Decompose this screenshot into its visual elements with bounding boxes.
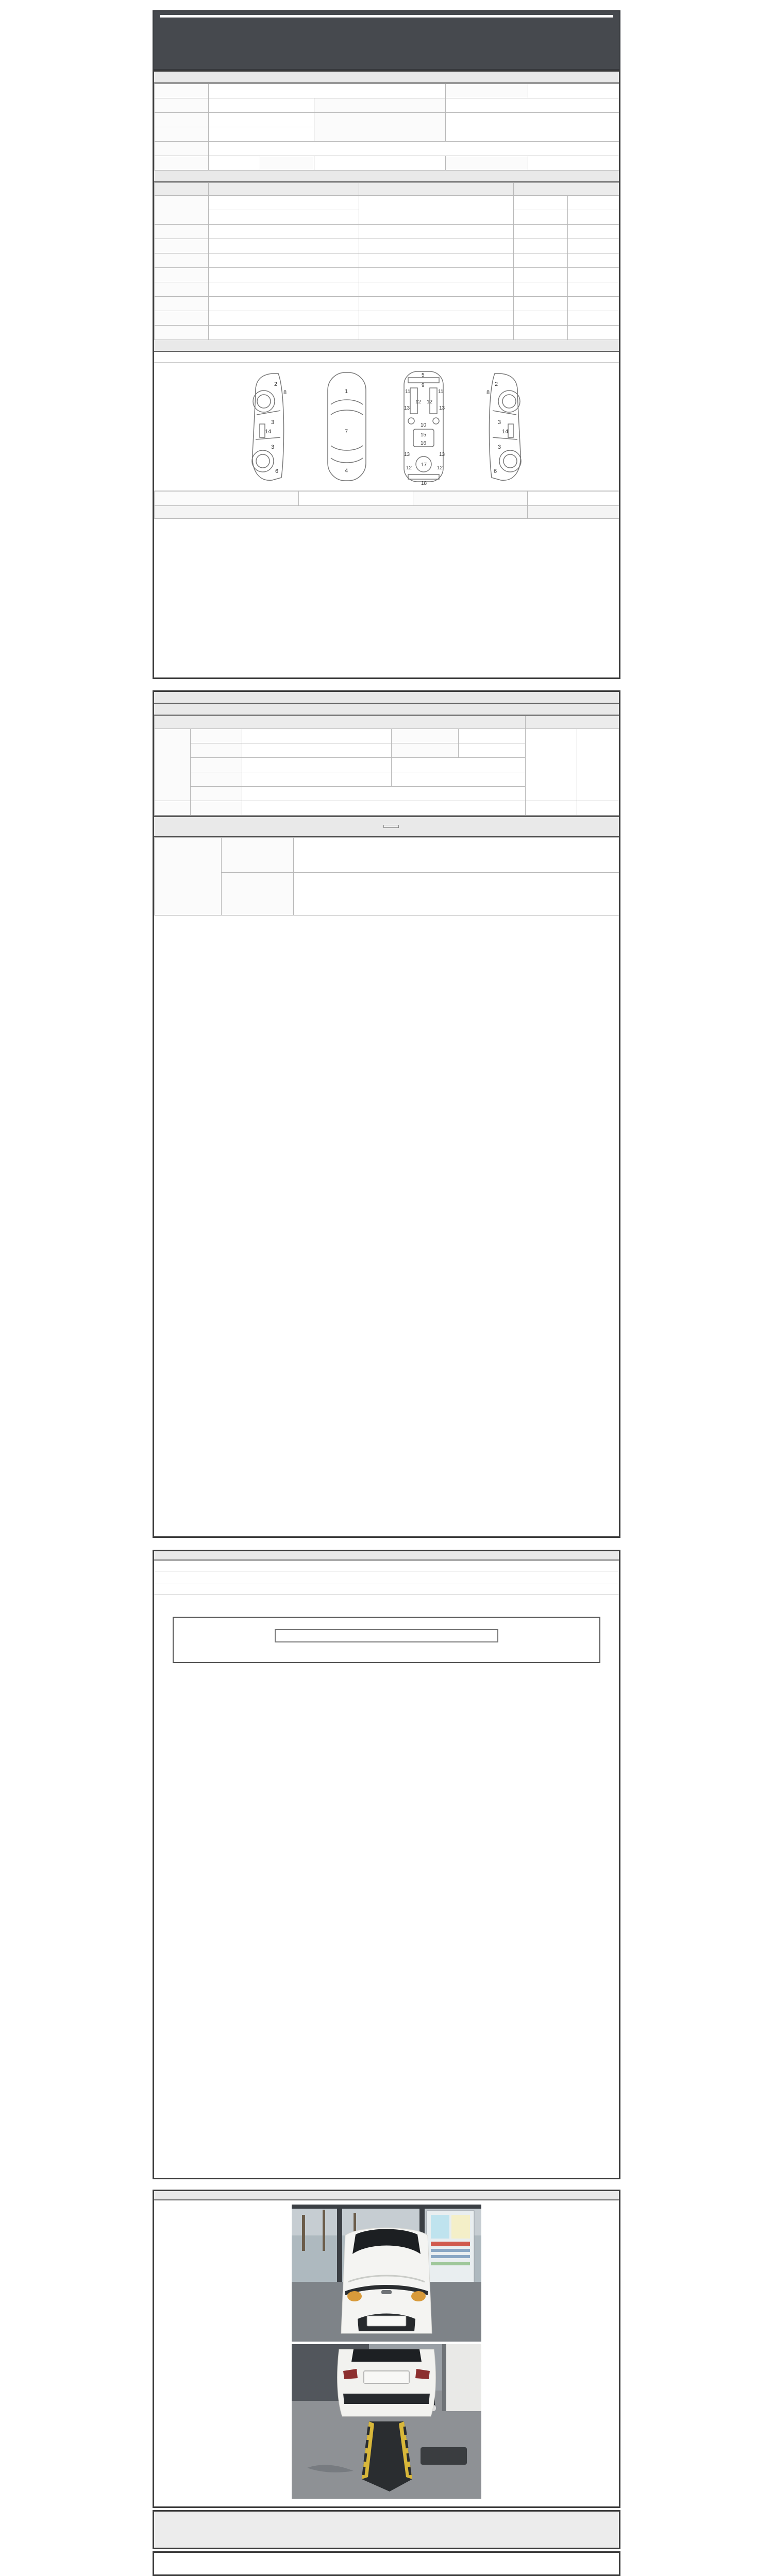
value-first-reg [209,113,314,127]
row-option-label [155,311,209,326]
svg-text:6: 6 [494,468,497,474]
svg-text:12: 12 [406,465,412,471]
svg-text:3: 3 [271,444,275,450]
price-cell [514,311,568,326]
opinions-label [155,838,222,916]
exchange-price-label [528,506,621,519]
interior-options [459,729,526,743]
option-item [359,311,514,326]
row-recall-label [155,326,209,340]
price-appraisal-box [173,1617,600,1663]
photos-box [153,2190,620,2508]
value-year [209,98,314,113]
value-inspection-period [446,98,620,113]
col-item [359,183,514,196]
emission-values [359,239,514,253]
appraiser-opinion [294,873,620,916]
title-header [153,10,620,70]
footer-confirmation [153,2551,620,2576]
wheel-positions [392,758,526,772]
appraiser-label [222,873,294,916]
holding-label [191,801,242,816]
price-cell [514,268,568,282]
recall-state [209,326,359,340]
value-base-price [528,156,620,171]
notices-box [153,1550,620,2179]
interior-label [392,729,459,743]
accident-history-table [154,491,620,519]
notices-list-c [154,1601,619,1604]
field-reg-no [446,84,528,98]
field-warranty [260,156,314,171]
row-color-label [155,297,209,311]
row-usage-label [155,282,209,297]
svg-text:8: 8 [283,389,287,396]
inspection-photo-rear [292,2344,481,2499]
svg-text:18: 18 [421,481,427,486]
state-mark-legend [154,352,619,357]
svg-text:12: 12 [427,399,433,405]
svg-text:15: 15 [421,432,427,438]
opinions-table [154,837,620,916]
glass-label [191,787,242,801]
col-use-history [155,183,209,196]
photos-wrap [154,2200,619,2499]
svg-text:13: 13 [439,452,445,457]
svg-text:11: 11 [405,389,411,395]
svg-text:9: 9 [422,383,425,388]
svg-text:2: 2 [495,381,498,387]
svg-text:12: 12 [437,465,443,471]
accident-history-label [155,492,299,506]
svg-text:2: 2 [274,381,278,387]
usage-item [359,282,514,297]
vin-mark-state [209,225,359,239]
col-state [209,183,359,196]
car-bottom-diagram [393,367,455,486]
etc-section-header [154,704,619,716]
simple-repair-options [528,492,621,506]
polish-label [191,743,242,758]
svg-text:14: 14 [265,429,272,435]
transmission-options [446,113,620,142]
basic-items-label [155,801,191,816]
room-cleaning-options [459,743,526,758]
price-cell [514,239,568,253]
basic-table [154,83,620,171]
svg-text:14: 14 [502,429,509,435]
room-cleaning-label [392,743,459,758]
special-state [209,268,359,282]
inspector-label [222,838,294,873]
value-engine-type [209,156,260,171]
inspection-photo-front [292,2205,481,2342]
etc-col-price [526,716,619,729]
car-top-diagram [318,367,375,486]
row-mileage-label [155,196,209,225]
mileage-item [359,196,514,225]
price-appraisal-box-title [275,1629,498,1642]
exterior-options [242,729,392,743]
row-vin-mark-label [155,225,209,239]
glass-options [242,787,526,801]
field-first-reg [155,113,209,127]
tuning-state [209,253,359,268]
tire-label [191,772,242,787]
svg-text:8: 8 [486,389,490,396]
signature-box [153,2510,620,2549]
svg-text:3: 3 [498,419,501,426]
page1-box [153,70,620,679]
mileage-state2 [209,210,359,225]
col-price [514,183,620,196]
color-item [359,297,514,311]
exterior-label [191,729,242,743]
svg-text:4: 4 [345,468,348,474]
final-price-bar [154,816,619,837]
row-tuning-label [155,253,209,268]
mileage-state1 [209,196,359,210]
etc-price-cell [526,729,577,801]
field-vin [155,127,209,142]
field-car-name [155,84,209,98]
special-item [359,268,514,282]
etc-table [154,716,619,816]
exchange-panel-label [155,506,528,519]
final-price-value [383,825,399,828]
photos-header [154,2191,619,2200]
notices-header [154,1551,619,1561]
detail-section-header [154,692,619,704]
svg-text:13: 13 [404,405,410,411]
svg-text:13: 13 [404,452,410,457]
svg-text:3: 3 [498,444,501,450]
svg-text:3: 3 [271,419,275,426]
overall-table [154,182,620,340]
etc-col-item [155,716,526,729]
wheel-label [191,758,242,772]
color-state [209,297,359,311]
emission-state [209,239,359,253]
polish-options [242,743,392,758]
svg-text:1: 1 [345,388,348,395]
car-side-right-diagram [472,367,539,486]
svg-text:7: 7 [345,429,348,435]
field-engine-type [155,156,209,171]
header-stripe [160,15,613,18]
usage-state [209,282,359,297]
wheel-options [242,758,392,772]
warranty-options [314,156,446,171]
price-cell [514,196,568,210]
row-special-label [155,268,209,282]
field-transmission [314,113,446,142]
page2-box [153,690,620,1538]
svg-text:16: 16 [421,440,427,446]
field-base-price [446,156,528,171]
row-emission-label [155,239,209,253]
field-inspection-period [314,98,446,113]
holding-options [242,801,526,816]
svg-text:13: 13 [439,405,445,411]
value-reg-no [528,84,620,98]
value-vin [209,127,314,142]
svg-text:10: 10 [421,422,427,428]
accident-section-header [154,340,619,352]
inspection-pit [362,2421,412,2492]
overall-section-header [154,171,619,182]
field-year [155,98,209,113]
recall-item [359,326,514,340]
price-cell [514,253,568,268]
svg-text:6: 6 [275,468,279,474]
tire-options [242,772,392,787]
vin-mark-item [359,225,514,239]
notices-section-a-title [154,1561,619,1571]
repair-needed-label [155,729,191,801]
accident-history-options [299,492,413,506]
car-diagrams [154,363,619,491]
inspector-opinion [294,838,620,873]
price-cell [514,297,568,311]
simple-repair-label [413,492,528,506]
value-car-name [209,84,446,98]
accident-note [154,357,619,363]
svg-text:12: 12 [415,399,422,405]
field-fuel [155,142,209,156]
svg-text:17: 17 [421,462,427,468]
svg-text:5: 5 [422,372,425,378]
option-state [209,311,359,326]
tuning-item [359,253,514,268]
basic-section-header [154,72,619,83]
price-cell [514,282,568,297]
fuel-options [209,142,620,156]
price-cell [514,210,568,225]
svg-text:11: 11 [438,389,444,395]
price-cell [514,225,568,239]
tire-positions [392,772,526,787]
notices-section-b-title [154,1584,619,1595]
car-side-left-diagram [234,367,301,486]
